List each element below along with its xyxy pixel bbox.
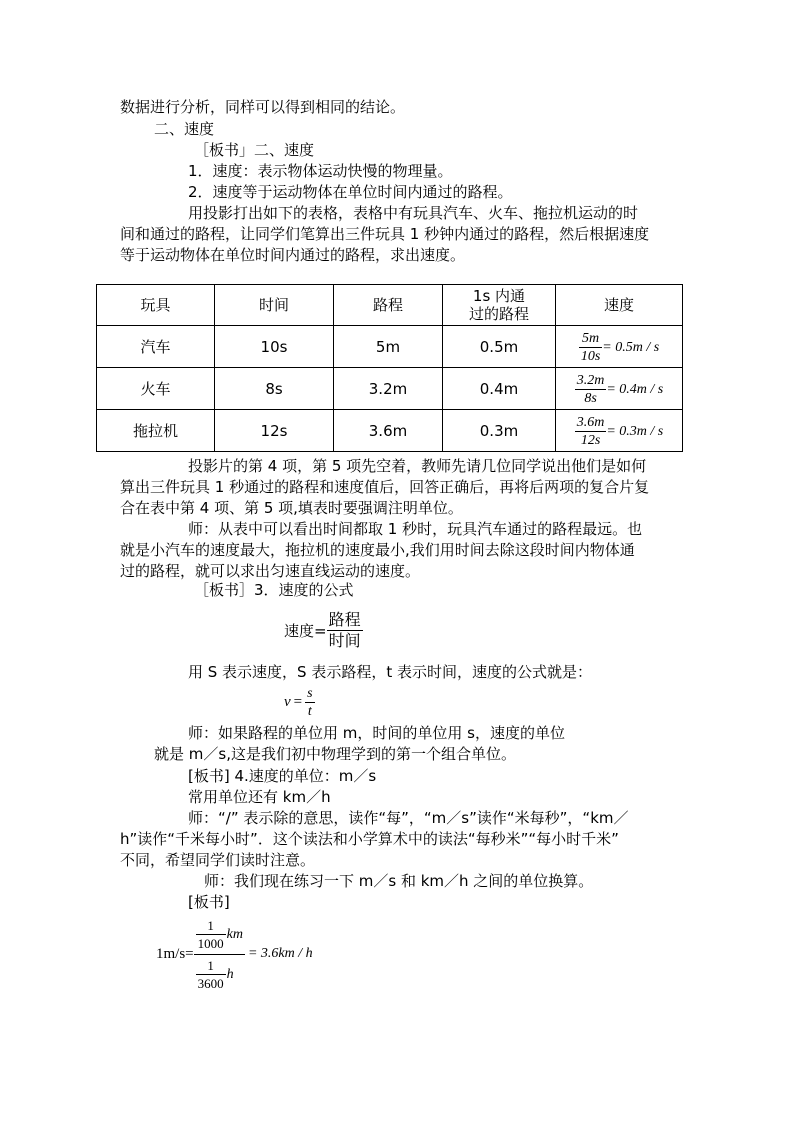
text-line: 师：“/” 表示除的意思，读作“每”，“m／s”读作“米每秒”，“km／ (188, 809, 629, 827)
speed-cell (556, 368, 683, 410)
toy-cell: 汽车 (97, 326, 215, 368)
toy-cell: 拖拉机 (97, 410, 215, 452)
text-line: [板书] (188, 893, 230, 911)
per-second-cell: 0.4m (443, 368, 556, 410)
time-cell: 8s (215, 368, 334, 410)
speed-cell (556, 410, 683, 452)
text-line: 就是 m／s,这是我们初中物理学到的第一个组合单位。 (154, 745, 516, 763)
speed-numerator: 3.6m (576, 415, 605, 430)
text-line: 2．速度等于运动物体在单位时间内通过的路程。 (188, 183, 513, 201)
speed-formula-word (284, 610, 363, 651)
text-line: 用投影打出如下的表格，表格中有玩具汽车、火车、拖拉机运动的时 (188, 204, 639, 222)
speed-formula-symbol (284, 685, 315, 720)
time-cell: 12s (215, 410, 334, 452)
text-line: 数据进行分析，同样可以得到相同的结论。 (120, 98, 406, 116)
per-second-cell: 0.5m (443, 326, 556, 368)
header-cell: 时间 (215, 285, 334, 326)
text-line: h”读作“千米每小时”．这个读法和小学算术中的读法“每秒米”“每小时千米” (120, 830, 619, 848)
text-line: 1．速度：表示物体运动快慢的物理量。 (188, 162, 453, 180)
per-second-cell: 0.3m (443, 410, 556, 452)
header-cell: 1s 内通 过的路程 (443, 285, 556, 326)
header-cell: 玩具 (97, 285, 215, 326)
conversion-result: = 3.6km / h (247, 946, 313, 961)
header-cell: 路程 (334, 285, 443, 326)
text-line: 算出三件玩具 1 秒通过的路程和速度值后，回答正确后，再将后两项的复合片复 (120, 478, 650, 496)
table-row (97, 326, 683, 368)
formula-v: v (284, 694, 291, 710)
top-numerator: 1 (196, 917, 226, 935)
conversion-lhs: 1m/s= (156, 945, 194, 962)
text-line: [板书] 4.速度的单位：m／s (188, 767, 377, 785)
formula-equals: = (293, 694, 303, 710)
text-line: 间和通过的路程，让同学们笔算出三件玩具 1 秒钟内通过的路程，然后根据速度 (120, 225, 650, 243)
section-heading: 二、速度 (154, 120, 215, 138)
text-line: ［板书」二、速度 (194, 141, 315, 159)
text-line: 不同，希望同学们读时注意。 (120, 851, 316, 869)
text-line: ［板书］3．速度的公式 (194, 581, 354, 599)
text-line: 常用单位还有 km／h (188, 788, 331, 806)
formula-numerator: 路程 (328, 610, 361, 629)
text-line: 过的路程，就可以求出匀速直线运动的速度。 (120, 562, 421, 580)
speed-table (96, 284, 683, 452)
formula-t: t (307, 704, 312, 719)
speed-denominator: 8s (584, 391, 597, 406)
text-line: 等于运动物体在单位时间内通过的路程，求出速度。 (120, 246, 466, 264)
text-line: 师：从表中可以看出时间都取 1 秒时，玩具汽车通过的路程最远。也 (188, 520, 643, 538)
text-line: 师：我们现在练习一下 m／s 和 km／h 之间的单位换算。 (204, 872, 594, 890)
table-row (97, 368, 683, 410)
text-line: 就是小汽车的速度最大，拖拉机的速度最小,我们用时间去除这段时间内物体通 (120, 541, 635, 559)
table-row (97, 410, 683, 452)
bottom-denominator: 3600 (197, 975, 224, 991)
distance-cell: 3.2m (334, 368, 443, 410)
speed-denominator: 10s (580, 349, 601, 364)
table-header-row (97, 285, 683, 326)
text-line: 师：如果路程的单位用 m，时间的单位用 s，速度的单位 (188, 724, 565, 742)
speed-result: = 0.5m / s (602, 339, 660, 355)
bottom-unit: h (226, 966, 234, 982)
formula-s: s (307, 686, 313, 701)
text-line: 合在表中第 4 项、第 5 项,填表时要强调注明单位。 (120, 499, 463, 517)
speed-cell (556, 326, 683, 368)
toy-cell: 火车 (97, 368, 215, 410)
distance-cell: 5m (334, 326, 443, 368)
speed-denominator: 12s (580, 433, 601, 448)
distance-cell: 3.6m (334, 410, 443, 452)
formula-denominator: 时间 (328, 631, 361, 650)
top-denominator: 1000 (197, 935, 224, 951)
speed-numerator: 3.2m (576, 373, 605, 388)
text-line: 用 S 表示速度，S 表示路程，t 表示时间，速度的公式就是： (188, 663, 592, 681)
unit-conversion-formula (156, 914, 313, 994)
time-cell: 10s (215, 326, 334, 368)
speed-numerator: 5m (579, 330, 602, 348)
speed-result: = 0.3m / s (606, 423, 664, 439)
speed-result: = 0.4m / s (606, 381, 664, 397)
text-line: 投影片的第 4 项，第 5 项先空着，教师先请几位同学说出他们是如何 (188, 457, 647, 475)
top-unit: km (226, 926, 243, 942)
bottom-numerator: 1 (196, 957, 226, 975)
formula-lhs: 速度= (284, 622, 327, 640)
header-cell: 速度 (556, 285, 683, 326)
